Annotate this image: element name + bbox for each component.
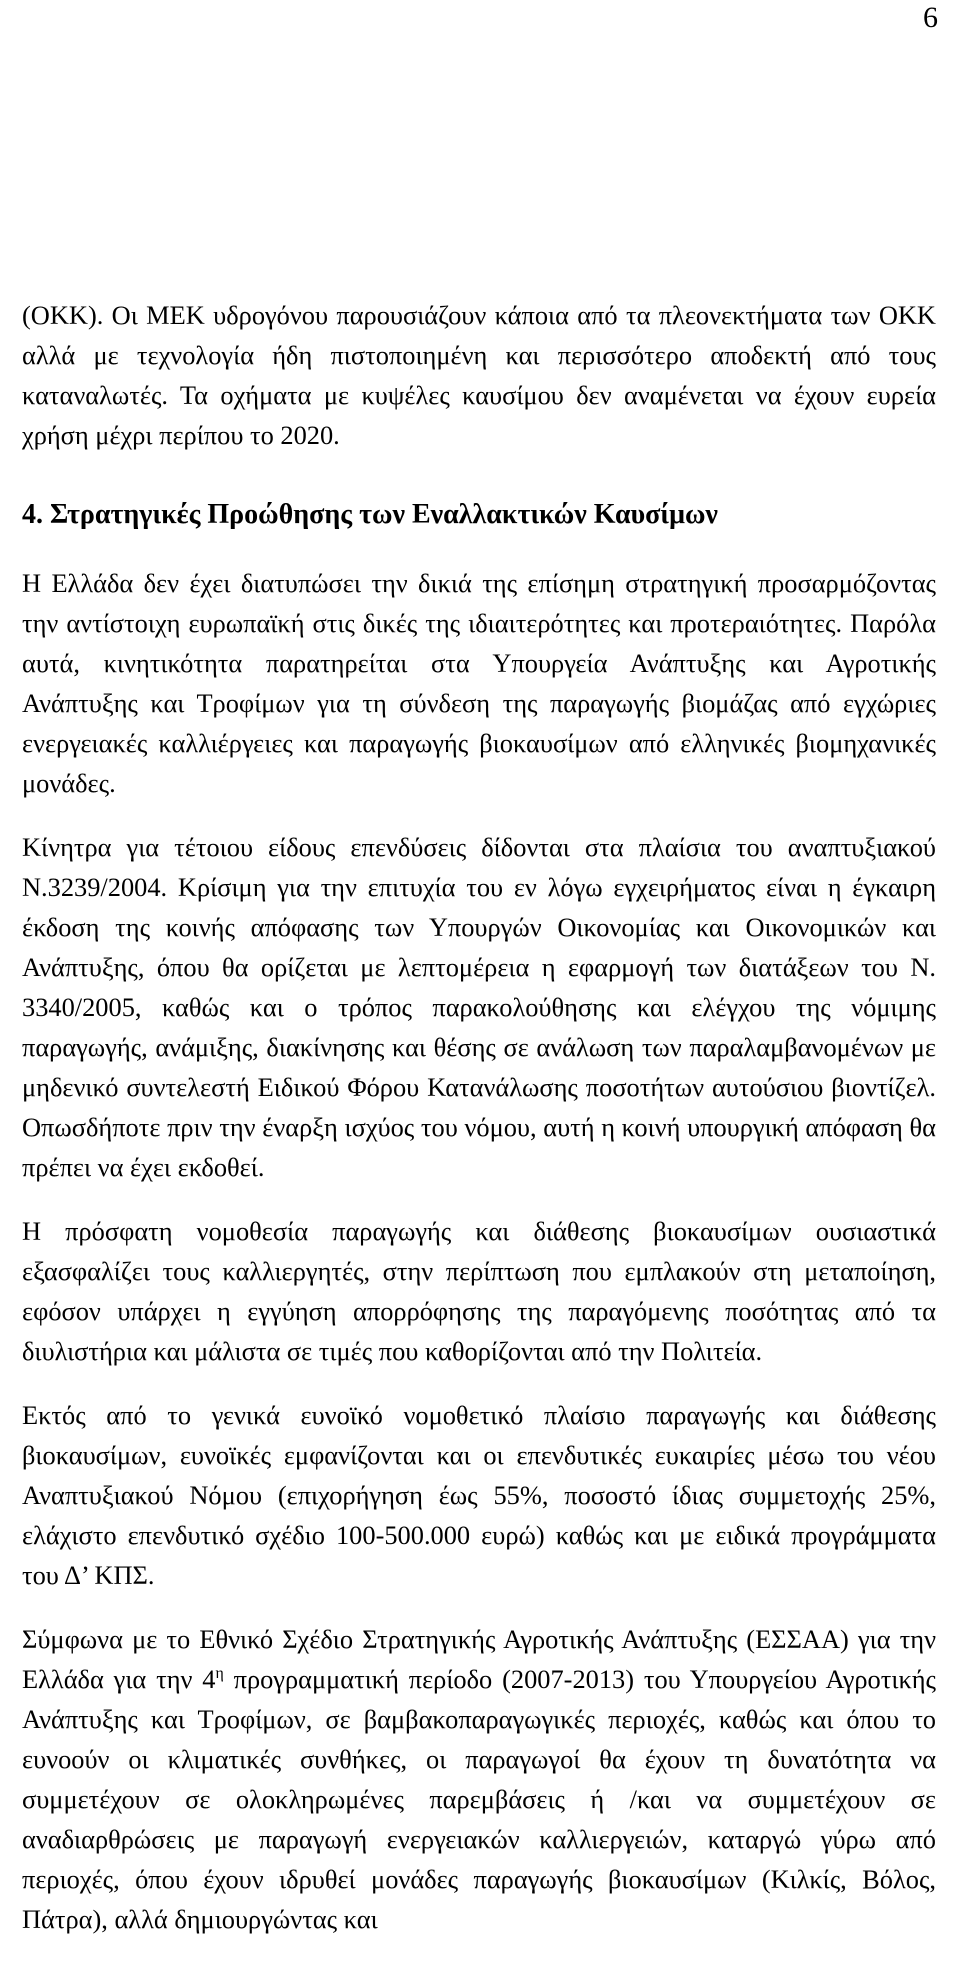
paragraph-legislation: Η πρόσφατη νομοθεσία παραγωγής και διάθεσης βιοκαυσίμων ουσιαστικά εξασφαλίζει τους καλλιεργητές, στην περίπτωση που εμπλακούν στη μεταποίηση, εφόσον υπάρχει η εγγύηση απορρόφησης της παραγόμενης ποσότητας από τα διυλιστήρια και μάλιστα σε τιμές που καθορίζονται από την Πολιτεία. <box>22 1216 936 1366</box>
page-number: 6 <box>923 1 938 34</box>
ordinal-superscript: η <box>215 1665 224 1683</box>
paragraph-investment: Εκτός από το γενικά ευνοϊκό νομοθετικό πλαίσιο παραγωγής και διάθεσης βιοκαυσίμων, ευνοϊκές εμφανίζονται και οι επενδυτικές ευκαιρίες μέσω του νέου Αναπτυξιακού Νόμου (επιχορήγηση έως 55%, ποσοστό ίδιας συμμετοχής 25%, ελάχιστο επενδυτικό σχέδιο 100-500.000 ευρώ) καθώς και με ειδικά προγράμματα του Δ’ ΚΠΣ. <box>22 1400 936 1590</box>
paragraph-essaa <box>22 1619 936 1939</box>
paragraph-essaa-part-2: προγραμματική περίοδο (2007-2013) του Υπουργείου Αγροτικής Ανάπτυξης και Τροφίμων, σε βαμβακοπαραγωγικές περιοχές, καθώς και όπου το ευνοούν οι κλιματικές συνθήκες, οι παραγωγοί θα έχουν τη δυνατότητα να συμμετέχουν σε ολοκληρωμένες παρεμβάσεις ή /και να συμμετέχουν σε αναδιαρθρώσεις με παραγωγή ενεργειακών καλλιεργειών, καταργώ γύρω από περιοχές, όπου έχουν ιδρυθεί μονάδες παραγωγής βιοκαυσίμων (Κιλκίς, Βόλος, Πάτρα), αλλά δημιουργώντας και <box>22 1664 937 1934</box>
paragraph-continuation: (ΟΚΚ). Οι ΜΕΚ υδρογόνου παρουσιάζουν κάποια από τα πλεονεκτήματα των ΟΚΚ αλλά με τεχνολογία ήδη πιστοποιημένη και περισσότερο αποδεκτή από τους καταναλωτές. Τα οχήματα με κυψέλες καυσίμου δεν αναμένεται να έχουν ευρεία χρήση μέχρι περίπου το 2020. <box>22 300 936 450</box>
paragraph-strategy: Η Ελλάδα δεν έχει διατυπώσει την δικιά της επίσημη στρατηγική προσαρμόζοντας την αντίστοιχη ευρωπαϊκή στις δικές της ιδιαιτερότητες και προτεραιότητες. Παρόλα αυτά, κινητικότητα παρατηρείται στα Υπουργεία Ανάπτυξης και Αγροτικής Ανάπτυξης και Τροφίμων για τη σύνδεση της παραγωγής βιομάζας από εγχώριες ενεργειακές καλλιέργειες και παραγωγής βιοκαυσίμων από ελληνικές βιομηχανικές μονάδες. <box>22 568 936 798</box>
paragraph-essaa-part-1: Σύμφωνα με το Εθνικό Σχέδιο Στρατηγικής Αγροτικής Ανάπτυξης (ΕΣΣΑΑ) για την Ελλάδα για την 4 <box>22 1624 936 1694</box>
paragraph-incentives: Κίνητρα για τέτοιου είδους επενδύσεις δίδονται στα πλαίσια του αναπτυξιακού Ν.3239/2004. Κρίσιμη για την επιτυχία του εν λόγω εγχειρήματος είναι η έγκαιρη έκδοση της κοινής απόφασης των Υπουργών Οικονομίας και Οικονομικών και Ανάπτυξης, όπου θα ορίζεται με λεπτομέρεια η εφαρμογή των διατάξεων του Ν. 3340/2005, καθώς και ο τρόπος παρακολούθησης και ελέγχου της νόμιμης παραγωγής, ανάμιξης, διακίνησης και θέσης σε ανάλωση των παραλαμβανομένων με μηδενικό συντελεστή Ειδικού Φόρου Κατανάλωσης ποσοτήτων αυτούσιου βιοντίζελ. Οπωσδήποτε πριν την έναρξη ισχύος του νόμου, αυτή η κοινή υπουργική απόφαση θα πρέπει να έχει εκδοθεί. <box>22 832 936 1182</box>
document-body <box>22 295 936 1963</box>
section-heading: 4. Στρατηγικές Προώθησης των Εναλλακτικών Καυσίμων <box>22 499 718 530</box>
